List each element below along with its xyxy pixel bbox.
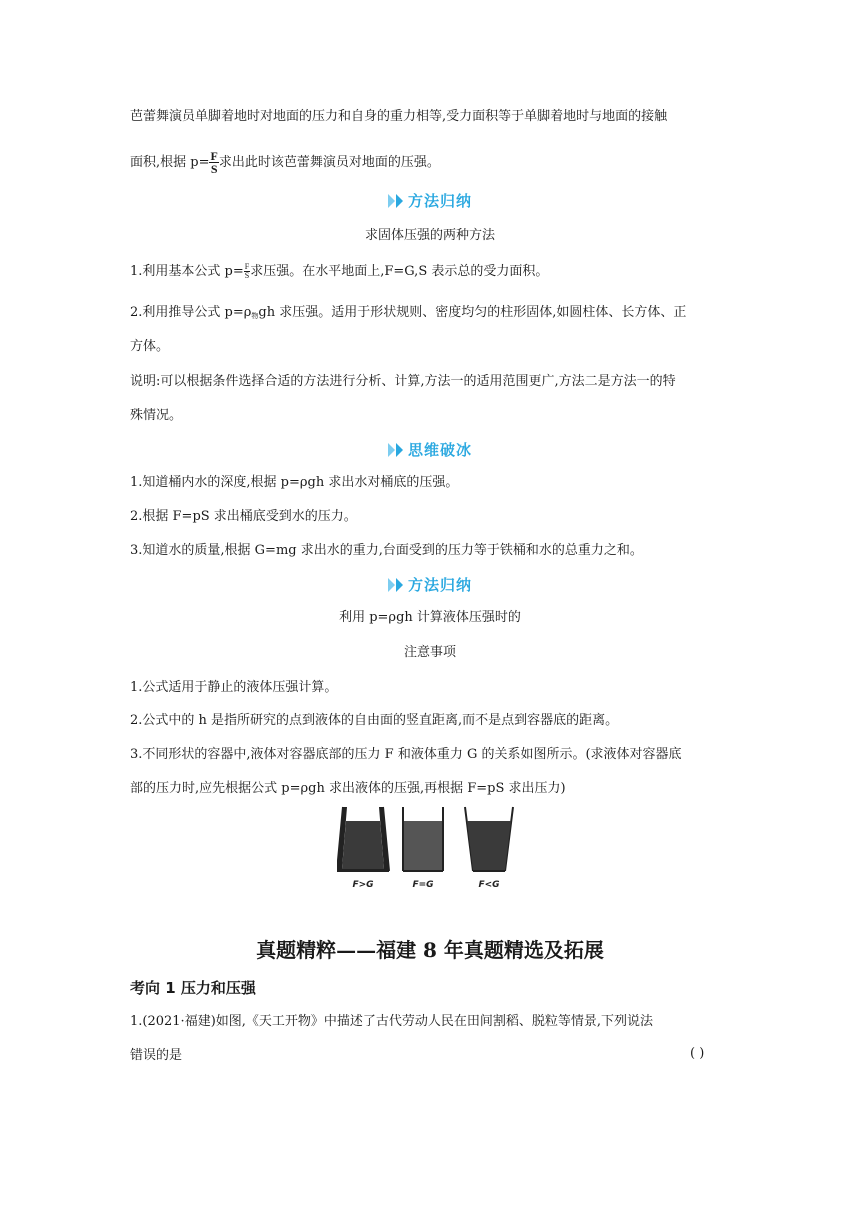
- container-straight: [403, 807, 443, 871]
- container-narrow-top: [337, 807, 389, 871]
- answer-blank[interactable]: ( ): [690, 1046, 705, 1061]
- section-heading: 真题精粹——福建 8 年真题精选及拓展: [256, 938, 604, 962]
- thinking-banner: [0, 439, 860, 461]
- liquid-3: [467, 821, 511, 870]
- liquid-1: [342, 821, 384, 869]
- section2-item-3: 3.知道水的质量,根据 G=mg 求出水的重力,台面受到的压力等于铁桶和水的总重力之和。: [130, 543, 643, 558]
- section2-item-2: 2.根据 F=pS 求出桶底受到水的压力。: [130, 509, 357, 524]
- section3-title-line-2: 注意事项: [403, 645, 456, 660]
- section3-title-line-1: 利用 p=ρgh 计算液体压强时的: [339, 610, 521, 625]
- section1-item-2-cont: 方体。: [130, 339, 170, 354]
- question-line-2: 错误的是: [130, 1048, 183, 1063]
- chevron-right-double-icon: [388, 194, 404, 208]
- fraction-f-over-s-small: $\frac{F}{S}$: [244, 262, 250, 280]
- intro-line-2-post: 求出此时该芭蕾舞演员对地面的压强。: [218, 155, 440, 170]
- section1-note-line-2: 殊情况。: [130, 408, 183, 423]
- intro-line-2: [130, 150, 735, 175]
- section1-note-line-1: 说明:可以根据条件选择合适的方法进行分析、计算,方法一的适用范围更广,方法二是方法一的特: [130, 374, 676, 389]
- section1-title: 求固体压强的两种方法: [364, 228, 495, 243]
- section3-item-3-line-1: 3.不同形状的容器中,液体对容器底部的压力 F 和液体重力 G 的关系如图所示。(求液体对容器底: [130, 747, 682, 762]
- liquid-2: [404, 821, 442, 870]
- section1-item-2: 2.利用推导公式 $p=\rho_物gh$ 求压强。适用于形状规则、密度均匀的柱形固体,如圆柱体、长方体、正: [130, 305, 687, 320]
- section3-item-1: 1.公式适用于静止的液体压强计算。: [130, 680, 338, 695]
- chevron-right-double-icon: [388, 578, 404, 592]
- section2-item-1: 1.知道桶内水的深度,根据 p=ρgh 求出水对桶底的压强。: [130, 475, 459, 490]
- question-line-1: 1.(2021·福建)如图,《天工开物》中描述了古代劳动人民在田间割稻、脱粒等情景,下列说法: [130, 1014, 654, 1029]
- container-wide-top: [465, 807, 513, 871]
- banner-title: 思维破冰: [407, 441, 472, 459]
- section1-item-1: 1.利用基本公式 p= $\frac{F}{S}$ 求压强。在水平地面上,F=G,S 表示总的受力面积。: [130, 262, 549, 280]
- subsection-heading: 考向 1 压力和压强: [130, 979, 256, 997]
- label-f-less-g: F<G: [478, 880, 500, 890]
- subscript-wu: 物: [251, 312, 259, 320]
- container-pressure-figure: [337, 803, 517, 893]
- method-summary-banner-2: [0, 574, 860, 596]
- intro-line-1: 芭蕾舞演员单脚着地时对地面的压力和自身的重力相等,受力面积等于单脚着地时与地面的接触: [130, 109, 668, 124]
- method-summary-banner-1: [0, 190, 860, 212]
- banner-title: 方法归纳: [407, 192, 472, 210]
- chevron-right-double-icon: [388, 443, 404, 457]
- section3-item-3-line-2: 部的压力时,应先根据公式 p=ρgh 求出液体的压强,再根据 F=pS 求出压力): [130, 781, 566, 796]
- label-f-equal-g: F=G: [412, 880, 434, 890]
- label-f-greater-g: F>G: [352, 880, 374, 890]
- fraction-f-over-s: $\frac{F}{S}$: [210, 149, 218, 176]
- intro-line-2-pre: 面积,根据 p=: [130, 155, 210, 170]
- banner-title: 方法归纳: [407, 576, 472, 594]
- section3-item-2: 2.公式中的 h 是指所研究的点到液体的自由面的竖直距离,而不是点到容器底的距离。: [130, 713, 619, 728]
